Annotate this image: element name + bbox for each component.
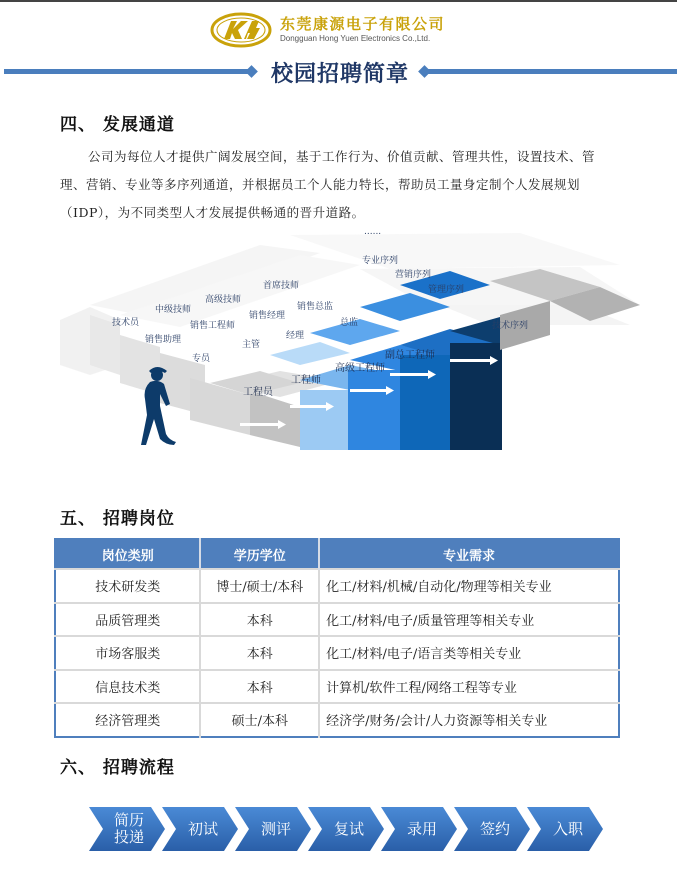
cell-category: 市场客服类: [55, 636, 200, 670]
table-row: [55, 569, 619, 603]
process-step-label: 签约: [479, 819, 510, 838]
development-paragraph: 公司为每位人才提供广阔发展空间，基于工作行为、价值贡献、管理共性，设置技术、管理、营销、专业等多序列通道，并根据员工个人能力特长，帮助员工量身定制个人发展规划（IDP），为不同类型人才发展提供畅通的晋升道路。: [60, 149, 596, 220]
cell-major: 化工/材料/电子/质量管理等相关专业: [319, 603, 619, 637]
column-header-category: 岗位类别: [55, 539, 200, 569]
process-step-label: 入职: [552, 819, 583, 838]
track-label-director: 总监: [340, 318, 359, 328]
cell-degree: 博士/硕士/本科: [200, 569, 319, 603]
page-title: 校园招聘简章: [270, 62, 409, 87]
track-label-sales-engineer: 销售工程师: [190, 321, 236, 331]
table-row: [55, 670, 619, 704]
cell-degree: 本科: [200, 603, 319, 637]
track-label-chief-technician: 首席技师: [263, 281, 300, 291]
process-step-onboard: [527, 807, 603, 851]
stairs-ellipsis: ......: [364, 227, 382, 237]
series-label-professional: 专业序列: [362, 256, 399, 266]
cell-major: 计算机/软件工程/网络工程等专业: [319, 670, 619, 704]
process-step-label: 录用: [406, 819, 437, 838]
banner-line-left: [4, 69, 250, 74]
table-row: [55, 703, 619, 737]
cell-major: 经济学/财务/会计/人力资源等相关专业: [319, 703, 619, 737]
series-label-technical: 技术序列: [492, 321, 529, 331]
company-name-en: Dongguan Hong Yuen Electronics Co.,Ltd.: [280, 34, 431, 43]
banner-line-right: [426, 69, 677, 74]
table-row: [55, 603, 619, 637]
process-step-label: 初试: [187, 819, 218, 838]
series-label-marketing: 营销序列: [395, 270, 432, 280]
track-label-specialist: 专员: [192, 354, 211, 364]
track-label-technician: 技术员: [112, 318, 140, 328]
track-label-manager: 经理: [286, 331, 305, 341]
process-step-second-interview: [308, 807, 384, 851]
track-label-sales-assistant: 销售助理: [145, 335, 182, 345]
process-step-hire: [381, 807, 457, 851]
company-name-cn: 东莞康源电子有限公司: [280, 15, 446, 33]
cell-major: 化工/材料/机械/自动化/物理等相关专业: [319, 569, 619, 603]
process-step-first-interview: [162, 807, 238, 851]
process-step-resume: [89, 807, 165, 851]
section-heading-positions: 五、 招聘岗位: [60, 509, 175, 529]
cell-major: 化工/材料/电子/语言类等相关专业: [319, 636, 619, 670]
cell-category: 品质管理类: [55, 603, 200, 637]
track-label-senior-technician: 高级技师: [205, 295, 242, 305]
cell-degree: 本科: [200, 670, 319, 704]
process-step-label: 测评: [260, 819, 291, 838]
track-label-supervisor: 主管: [242, 340, 261, 350]
table-header-row: [55, 539, 619, 569]
series-label-management: 管理序列: [428, 285, 465, 295]
process-step-label: 复试: [333, 819, 364, 838]
section-heading-development: 四、 发展通道: [60, 115, 175, 135]
cell-category: 信息技术类: [55, 670, 200, 704]
cell-category: 经济管理类: [55, 703, 200, 737]
cell-category: 技术研发类: [55, 569, 200, 603]
track-label-sales-manager: 销售经理: [249, 311, 286, 321]
company-logo-header: [210, 12, 445, 48]
positions-table: [54, 538, 620, 738]
process-step-sign: [454, 807, 530, 851]
track-label-senior-engineer: 高级工程师: [335, 363, 385, 374]
cell-degree: 本科: [200, 636, 319, 670]
recruitment-process-flow: [89, 807, 609, 851]
track-label-engineer-assistant: 工程员: [243, 387, 273, 398]
track-label-mid-technician: 中级技师: [155, 305, 192, 315]
track-label-sales-director: 销售总监: [297, 302, 334, 312]
table-row: [55, 636, 619, 670]
process-step-label: 简历投递: [113, 811, 144, 846]
banner-diamond-left-icon: [245, 65, 258, 78]
cell-degree: 硕士/本科: [200, 703, 319, 737]
column-header-major: 专业需求: [319, 539, 619, 569]
top-rule: [0, 0, 677, 2]
company-logo-icon: [210, 12, 272, 48]
process-step-assessment: [235, 807, 311, 851]
career-staircase-graphic: [60, 225, 640, 455]
section-heading-process: 六、 招聘流程: [60, 758, 175, 778]
track-label-engineer: 工程师: [291, 375, 321, 386]
column-header-degree: 学历学位: [200, 539, 319, 569]
track-label-deputy-chief-engineer: 副总工程师: [385, 350, 435, 361]
